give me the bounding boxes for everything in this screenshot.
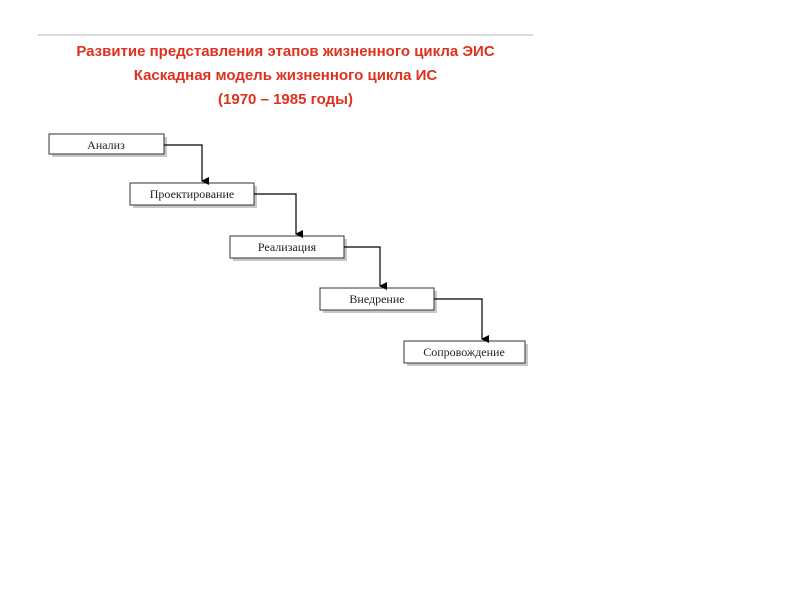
stage-label-deployment: Внедрение (349, 292, 405, 306)
arrow-implementation-to-deployment (344, 247, 380, 286)
stage-box-maintenance (404, 341, 528, 366)
title-line-1: Развитие представления этапов жизненного цикла ЭИС (76, 43, 495, 60)
stage-label-maintenance: Сопровождение (423, 345, 505, 359)
arrow-deployment-to-maintenance (434, 299, 482, 339)
stage-label-analysis: Анализ (87, 138, 125, 152)
stage-label-design: Проектирование (149, 187, 235, 201)
title-line-3: (1970 – 1985 годы) (218, 91, 353, 108)
arrow-analysis-to-design (164, 145, 202, 181)
stage-box-implementation (230, 236, 347, 261)
arrow-design-to-implementation (254, 194, 296, 234)
stage-box-deployment (320, 288, 437, 313)
stage-box-analysis (49, 134, 167, 157)
stage-box-design (130, 183, 257, 208)
stage-label-implementation: Реализация (257, 240, 317, 254)
title-line-2: Каскадная модель жизненного цикла ИС (133, 67, 438, 84)
